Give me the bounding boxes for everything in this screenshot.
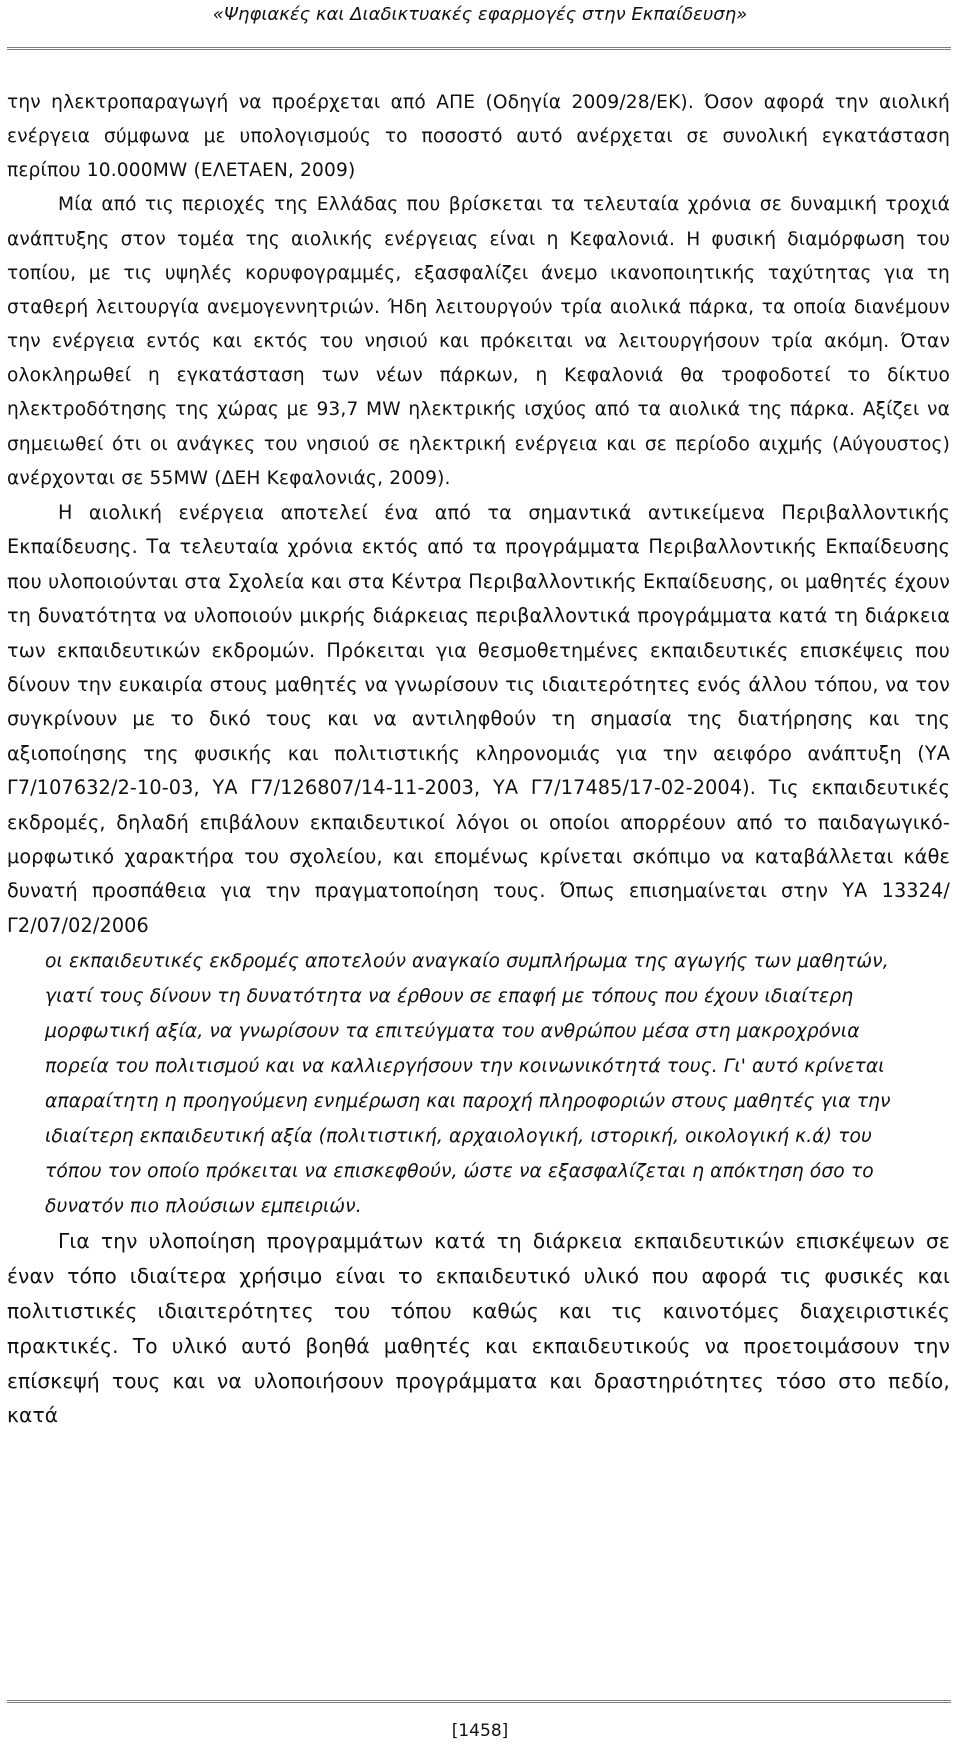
- header-divider: [7, 47, 951, 50]
- document-body: [7, 86, 950, 1433]
- paragraph-educational-material: Για την υλοποίηση προγραμμάτων κατά τη διάρκεια εκπαιδευτικών επισκέψεων σε έναν τόπο ιδιαίτερα χρήσιμο είναι το εκπαιδευτικό υλικό που αφορά τις φυσικές και πολιτιστικές ιδιαιτερότητες του τόπου καθώς και τις καινοτόμες διαχειριστικές πρακτικές. Το υλικό αυτό βοηθά μαθητές και εκπαιδευτικούς να προετοιμάσουν την επίσκεψή τους και να υλοποιήσουν προγράμματα και δραστηριότητες τόσο στο πεδίο, κατά: [7, 1229, 950, 1428]
- paragraph-environmental-education: Η αιολική ενέργεια αποτελεί ένα από τα σημαντικά αντικείμενα Περιβαλλοντικής Εκπαίδευσης. Τα τελευταία χρόνια εκτός από τα προγράμματα Περιβαλλοντικής Εκπαίδευσης που υλοποιούνται στα Σχολεία και στα Κέντρα Περιβαλλοντικής Εκπαίδευσης, οι μαθητές έχουν τη δυνατότητα να υλοποιούν μικρής διάρκειας περιβαλλοντικά προγράμματα κατά τη διάρκεια των εκπαιδευτικών εκδρομών. Πρόκειται για θεσμοθετημένες εκπαιδευτικές επισκέψεις που δίνουν την ευκαιρία στους μαθητές να γνωρίσουν τις ιδιαιτερότητες ενός άλλου τόπου, να τον συγκρίνουν με το δικό τους και να αντιληφθούν τη σημασία της διατήρησης και της αξιοποίησης της φυσικής και πολιτιστικής κληρονομιάς για την αειφόρο ανάπτυξη (ΥΑ Γ7/107632/2-10-03, ΥΑ Γ7/126807/14-11-2003, ΥΑ Γ7/17485/17-02-2004). Τις εκπαιδευτικές εκδρομές, δηλαδή επιβάλουν εκπαιδευτικοί λόγοι οι οποίοι απορρέουν από το παιδαγωγικό-μορφωτικό χαρακτήρα του σχολείου, και επομένως κρίνεται σκόπιμο να καταβάλλεται κάθε δυνατή προσπάθεια για την πραγματοποίηση τους. Όπως επισημαίνεται στην ΥΑ 13324/Γ2/07/02/2006: [7, 500, 950, 937]
- block-quote: οι εκπαιδευτικές εκδρομές αποτελούν αναγκαίο συμπλήρωμα της αγωγής των μαθητών, γιατί τους δίνουν τη δυνατότητα να έρθουν σε επαφή με τόπους που έχουν ιδιαίτερη μορφωτική αξία, να γνωρίσουν τα επιτεύγματα του ανθρώπου μέσα στη μακροχρόνια πορεία του πολιτισμού και να καλλιεργήσουν την κοινωνικότητά τους. Γι' αυτό κρίνεται απαραίτητη η προηγούμενη ενημέρωση και παροχή πληροφοριών στους μαθητές για την ιδιαίτερη εκπαιδευτική αξία (πολιτιστική, αρχαιολογική, ιστορική, οικολογική κ.ά) του τόπου τον οποίο πρόκειται να επισκεφθούν, ώστε να εξασφαλίζεται η απόκτηση όσο το δυνατόν πιο πλούσιων εμπειριών.: [45, 951, 891, 1217]
- page-number: [1458]: [451, 1721, 509, 1741]
- running-header: «Ψηφιακές και Διαδικτυακές εφαρμογές στην Εκπαίδευση»: [212, 4, 748, 25]
- paragraph-continuation: την ηλεκτροπαραγωγή να προέρχεται από ΑΠΕ (Οδηγία 2009/28/ΕΚ). Όσον αφορά την αιολική ενέργεια σύμφωνα με υπολογισμούς το ποσοστό αυτό ανέρχεται σε συνολική εγκατάσταση περίπου 10.000MW (ΕΛΕΤΑΕΝ, 2009): [7, 92, 950, 182]
- paragraph-kefalonia-wind: Μία από τις περιοχές της Ελλάδας που βρίσκεται τα τελευταία χρόνια σε δυναμική τροχιά ανάπτυξης στον τομέα της αιολικής ενέργειας είναι η Κεφαλονιά. Η φυσική διαμόρφωση του τοπίου, με τις υψηλές κορυφογραμμές, εξασφαλίζει άνεμο ικανοποιητικής ταχύτητας για τη σταθερή λειτουργία ανεμογεννητριών. Ήδη λειτουργούν τρία αιολικά πάρκα, τα οποία διανέμουν την ενέργεια εντός και εκτός του νησιού και πρόκειται να λειτουργήσουν τρία ακόμη. Όταν ολοκληρωθεί η εγκατάσταση των νέων πάρκων, η Κεφαλονιά θα τροφοδοτεί το δίκτυο ηλεκτροδότησης της χώρας με 93,7 MW ηλεκτρικής ισχύος από τα αιολικά της πάρκα. Αξίζει να σημειωθεί ότι οι ανάγκες του νησιού σε ηλεκτρική ενέργεια και σε περίοδο αιχμής (Αύγουστος) ανέρχονται σε 55MW (ΔΕΗ Κεφαλονιάς, 2009).: [7, 194, 950, 489]
- footer-divider: [7, 1700, 951, 1703]
